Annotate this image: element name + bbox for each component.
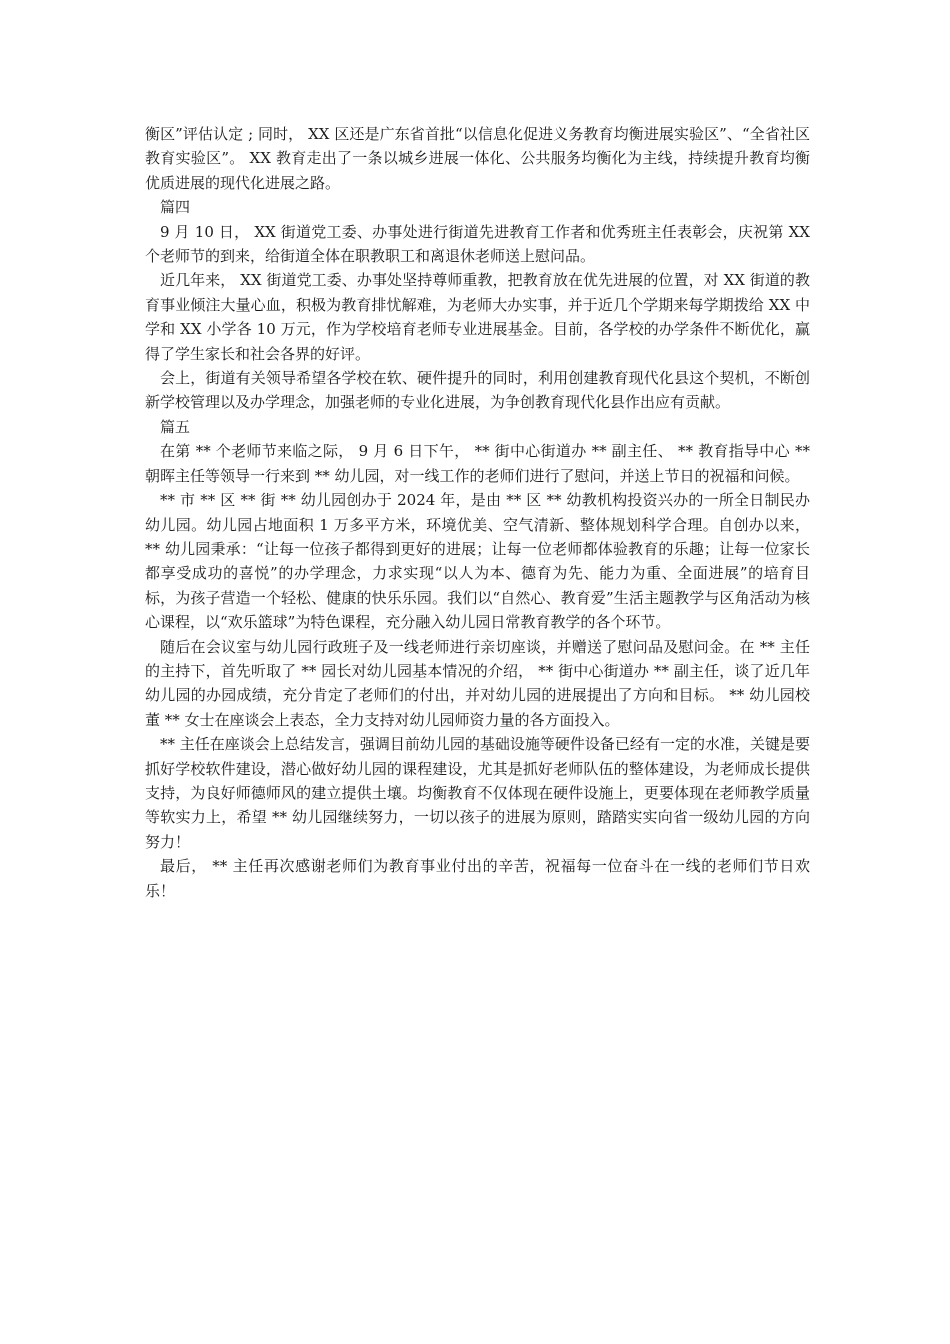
paragraph: 最后， ** 主任再次感谢老师们为教育事业付出的辛苦，祝福每一位奋斗在一线的老师们节日欢乐！ [145,857,810,900]
paragraph: 会上，街道有关领导希望各学校在软、硬件提升的同时，利用创建教育现代化县这个契机，不断创新学校管理以及办学理念，加强老师的专业化进展，为争创教育现代化县作出应有贡献。 [145,369,810,412]
paragraph: ** 市 ** 区 ** 街 ** 幼儿园创办于 2024 年，是由 ** 区 ** 幼教机构投资兴办的一所全日制民办幼儿园。幼儿园占地面积 1 万多平方米，环境优美、空气清新、整体规划科学合理。自创办以来， ** 幼儿园秉承：“让每一位孩子都得到更好的进展；让每一位老师都体验教育的乐趣；让每一位家长都享受成功的喜悦”的办学理念，力求实现“以人为本、德育为先、能力为重、全面进展”的培育目标，为孩子营造一个轻松、健康的快乐乐园。我们以“自然心、教育爱”生活主题教学与区角活动为核心课程，以“欢乐篮球”为特色课程，充分融入幼儿园日常教育教学的各个环节。 [145,491,810,632]
document-page [145,122,810,903]
paragraph: 在第 ** 个老师节来临之际， 9 月 6 日下午， ** 街中心街道办 ** 副主任、 ** 教育指导中心 ** 朝晖主任等领导一行来到 ** 幼儿园，对一线工作的老师们进行了慰问，并送上节日的祝福和问候。 [145,442,810,485]
paragraph-intro-continuation: 衡区”评估认定 ; 同时， XX 区还是广东省首批“以信息化促进义务教育均衡进展实验区”、“全省社区教育实验区”。 XX 教育走出了一条以城乡进展一体化、公共服务均衡化为主线，持续提升教育均衡优质进展的现代化进展之路。 [145,125,810,192]
paragraph: 近几年来， XX 街道党工委、办事处坚持尊师重教，把教育放在优先进展的位置，对 XX 街道的教育事业倾注大量心血，积极为教育排忧解难，为老师大办实事，并于近几个学期来每学期拨给 XX 中学和 XX 小学各 10 万元，作为学校培育老师专业进展基金。目前，各学校的办学条件不断优化，赢得了学生家长和社会各界的好评。 [145,271,810,363]
paragraph: ** 主任在座谈会上总结发言，强调目前幼儿园的基础设施等硬件设备已经有一定的水准，关键是要抓好学校软件建设，潜心做好幼儿园的课程建设，尤其是抓好老师队伍的整体建设，为老师成长提供支持，为良好师德师风的建立提供土壤。均衡教育不仅体现在硬件设施上，更要体现在老师教学质量等软实力上，希望 ** 幼儿园继续努力，一切以孩子的进展为原则，踏踏实实向省一级幼儿园的方向努力！ [145,735,810,851]
paragraph: 随后在会议室与幼儿园行政班子及一线老师进行亲切座谈，并赠送了慰问品及慰问金。在 ** 主任的主持下，首先听取了 ** 园长对幼儿园基本情况的介绍， ** 街中心街道办 ** 副主任，谈了近几年幼儿园的办园成绩，充分肯定了老师们的付出，并对幼儿园的进展提出了方向和目标。 ** 幼儿园校董 ** 女士在座谈会上表态，全力支持对幼儿园师资力量的各方面投入。 [145,637,810,729]
paragraph: 9 月 10 日， XX 街道党工委、办事处进行街道先进教育工作者和优秀班主任表彰会，庆祝第 XX 个老师节的到来，给街道全体在职教职工和离退休老师送上慰问品。 [145,222,810,266]
section-heading-4: 篇四 [160,198,191,217]
section-heading-5: 篇五 [160,417,191,436]
